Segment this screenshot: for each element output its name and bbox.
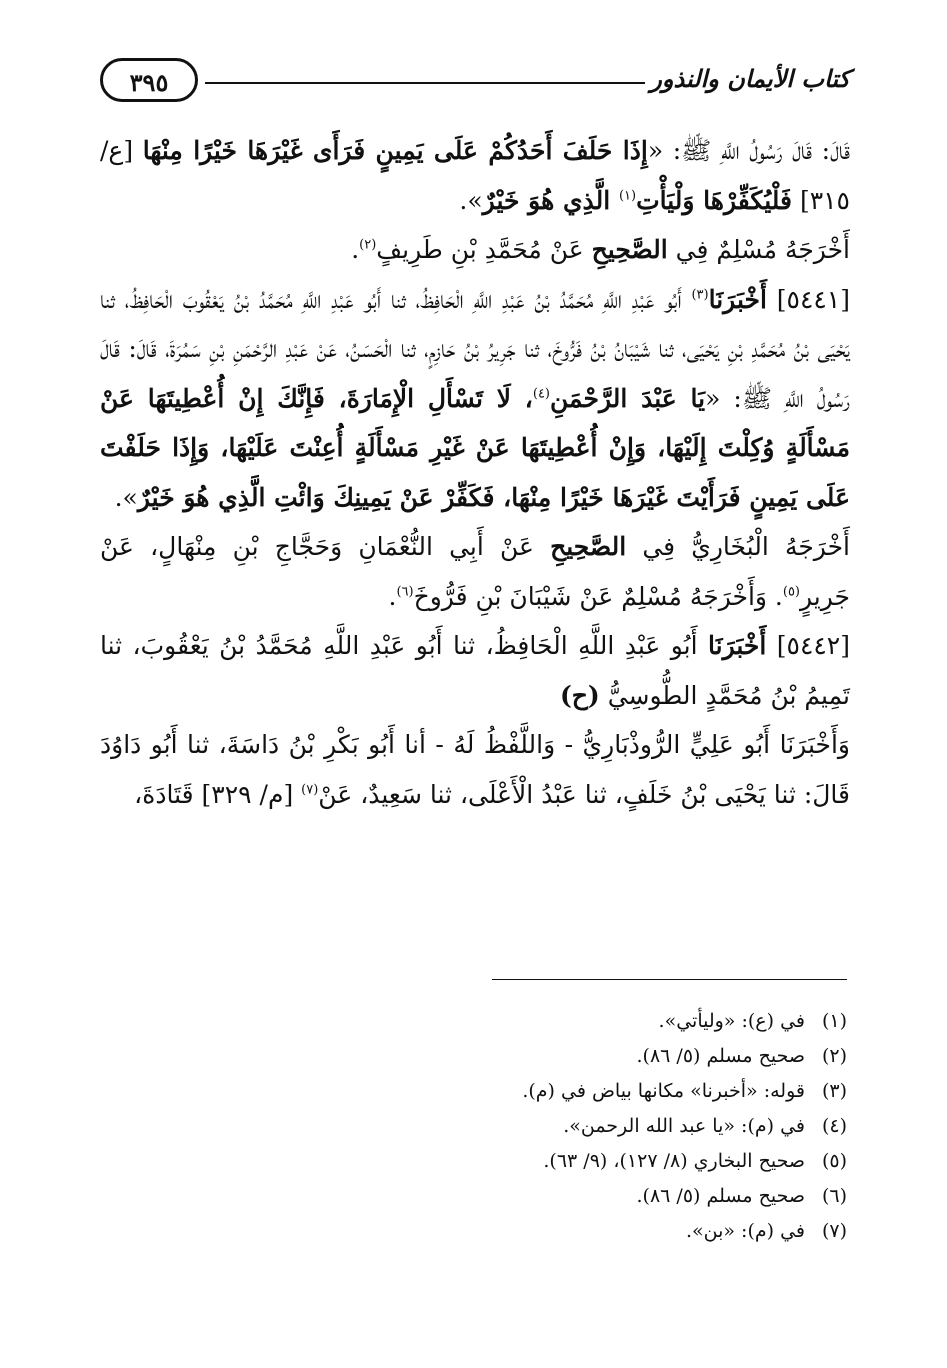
text-segment: أَخْرَجَهُ الْبُخَارِيُّ فِي — [626, 532, 851, 561]
footnote-separator — [492, 979, 847, 980]
text-segment: . وَأَخْرَجَهُ مُسْلِمٌ عَنْ شَيْبَانَ بْنِ فَرُّوخَ — [413, 581, 783, 611]
body-text — [100, 126, 850, 819]
footnote-text: صحيح مسلم (٥/ ٨٦). — [636, 1185, 805, 1207]
text-segment: يَا عَبْدَ الرَّحْمَنِ — [550, 383, 706, 413]
text-segment: أَبُو عَبْدِ اللَّهِ الْحَافِظُ، ثنا أَبُو عَبْدِ اللَّهِ مُحَمَّدُ بْنُ يَعْقُوبَ، ثنا تَمِيمُ بْنُ مُحَمَّدٍ الطُّوسِيُّ — [100, 631, 850, 710]
text-segment: أَخْرَجَهُ مُسْلِمٌ فِي — [667, 235, 850, 264]
book-title: كتاب الأيمان والنذور — [650, 64, 850, 93]
page-number: ٣٩٥ — [100, 58, 198, 102]
footnote-text: في (م): «بن». — [685, 1220, 805, 1242]
text-segment: (ح) — [559, 680, 600, 710]
footnote-ref: (١) — [618, 188, 637, 204]
footnote-ref: (٥) — [782, 584, 800, 600]
text-segment: ». — [459, 185, 483, 215]
footnote-text: في (م): «يا عبد الله الرحمن». — [563, 1115, 805, 1137]
text-segment: ». — [114, 482, 138, 512]
paragraph — [100, 522, 850, 621]
paragraph — [100, 720, 850, 819]
footnote-ref: (٢) — [359, 237, 377, 253]
text-segment: وَأَخْبَرَنَا أَبُو عَلِيٍّ الرُّوذْبَارِيُّ - وَاللَّفْظُ لَهُ - أنا أَبُو بَكْرِ بْنُ دَاسَةَ، ثنا أَبُو دَاوُدَ قَالَ: ثنا يَحْيَى بْنُ خَلَفٍ، ثنا عَبْدُ الْأَعْلَى، ثنا سَعِيدٌ، عَنْ — [100, 730, 850, 809]
text-segment: . — [388, 581, 397, 611]
footnote-text: قوله: «أخبرنا» مكانها بياض في (م). — [522, 1080, 805, 1102]
text-segment: أَخْبَرَنَا — [708, 631, 767, 660]
text-segment: إِذَا حَلَفَ أَحَدُكُمْ عَلَى يَمِينٍ فَرَأَى غَيْرَهَا خَيْرًا مِنْهَا — [142, 136, 648, 165]
footnote-number: (١) — [821, 1010, 847, 1032]
footnote-ref: (٦) — [396, 584, 414, 600]
text-segment: . — [351, 235, 360, 264]
footnote-ref: (٣) — [691, 287, 709, 303]
footnote-text: في (ع): «وليأتي». — [658, 1010, 805, 1032]
text-segment: الَّذِي هُوَ خَيْرٌ — [482, 185, 619, 215]
footnote-number: (٤) — [821, 1115, 847, 1137]
text-segment: [٥٤٤١] — [766, 284, 850, 314]
paragraph — [100, 225, 850, 275]
footnote-item — [147, 1144, 847, 1179]
text-segment: [م/ ٣٢٩] قَتَادَةَ، — [134, 779, 302, 809]
footnote-item — [147, 1109, 847, 1144]
text-segment: عَنْ أَبِي النُّعْمَانِ وَحَجَّاجِ بْنِ مِنْهَالٍ، عَنْ جَرِيرٍ — [100, 532, 850, 611]
footnote-text: صحيح البخاري (٨/ ١٢٧)، (٩/ ٦٣). — [543, 1150, 805, 1172]
footnote-number: (٧) — [821, 1220, 847, 1242]
footnote-number: (٢) — [821, 1045, 847, 1067]
text-segment: أَبُو عَبْدِ اللَّهِ مُحَمَّدُ بْنُ عَبْدِ اللَّهِ الْحَافِظُ، ثنا أَبُو عَبْدِ اللَّهِ مُحَمَّدُ بْنُ يَعْقُوبَ الْحَافِظُ، ثنا يَحْيَى بْنُ مُحَمَّدِ بْنِ يَحْيَى، ثنا شَيْبَانُ بْنُ فَرُّوخَ، ثنا جَرِيرُ بْنُ حَازِمٍ، ثنا الْحَسَنُ، عَنْ عَبْدِ الرَّحْمَنِ بْنِ سَمُرَةَ، قَالَ: قَالَ رَسُولُ اللَّهِ ﷺ: « — [100, 284, 850, 413]
text-segment: [٥٤٤٢] — [766, 631, 850, 660]
footnote-ref: (٧) — [301, 782, 319, 798]
footnote-number: (٣) — [821, 1080, 847, 1102]
paragraph — [100, 621, 850, 720]
paragraph — [100, 275, 850, 523]
footnote-item — [147, 1179, 847, 1214]
header-rule — [205, 82, 645, 84]
footnote-item — [147, 1039, 847, 1074]
text-segment: الصَّحِيحِ — [591, 235, 668, 264]
footnotes-list — [147, 1004, 847, 1249]
text-segment: قَالَ: قَالَ رَسُولُ اللَّهِ ﷺ: « — [647, 136, 850, 165]
footnote-item — [147, 1074, 847, 1109]
footnote-item — [147, 1004, 847, 1039]
paragraph — [100, 126, 850, 225]
text-segment: أَخْبَرَنَا — [708, 284, 767, 314]
footnote-item — [147, 1214, 847, 1249]
text-segment: فَلْيُكَفِّرْهَا وَلْيَأْتِ — [636, 185, 792, 215]
footnote-number: (٦) — [821, 1185, 847, 1207]
footnote-text: صحيح مسلم (٥/ ٨٦). — [636, 1045, 805, 1067]
footnote-ref: (٤) — [532, 386, 550, 402]
page-header — [100, 58, 850, 118]
text-segment: ، لَا تَسْأَلِ الْإِمَارَةَ، فَإِنَّكَ إِنْ أُعْطِيتَهَا عَنْ مَسْأَلَةٍ وُكِلْتَ إِلَيْهَا، وَإِنْ أُعْطِيتَهَا عَنْ غَيْرِ مَسْأَلَةٍ أُعِنْتَ عَلَيْهَا، وَإِذَا حَلَفْتَ عَلَى يَمِينٍ فَرَأَيْتَ غَيْرَهَا خَيْرًا مِنْهَا، فَكَفِّرْ عَنْ يَمِينِكَ وَائْتِ الَّذِي هُوَ خَيْرٌ — [100, 383, 850, 512]
footnote-number: (٥) — [821, 1150, 847, 1172]
text-segment: عَنْ مُحَمَّدِ بْنِ طَرِيفٍ — [376, 235, 592, 264]
text-segment: [ع/ ٣١٥] — [100, 136, 850, 215]
text-segment: الصَّحِيحِ — [550, 532, 627, 561]
